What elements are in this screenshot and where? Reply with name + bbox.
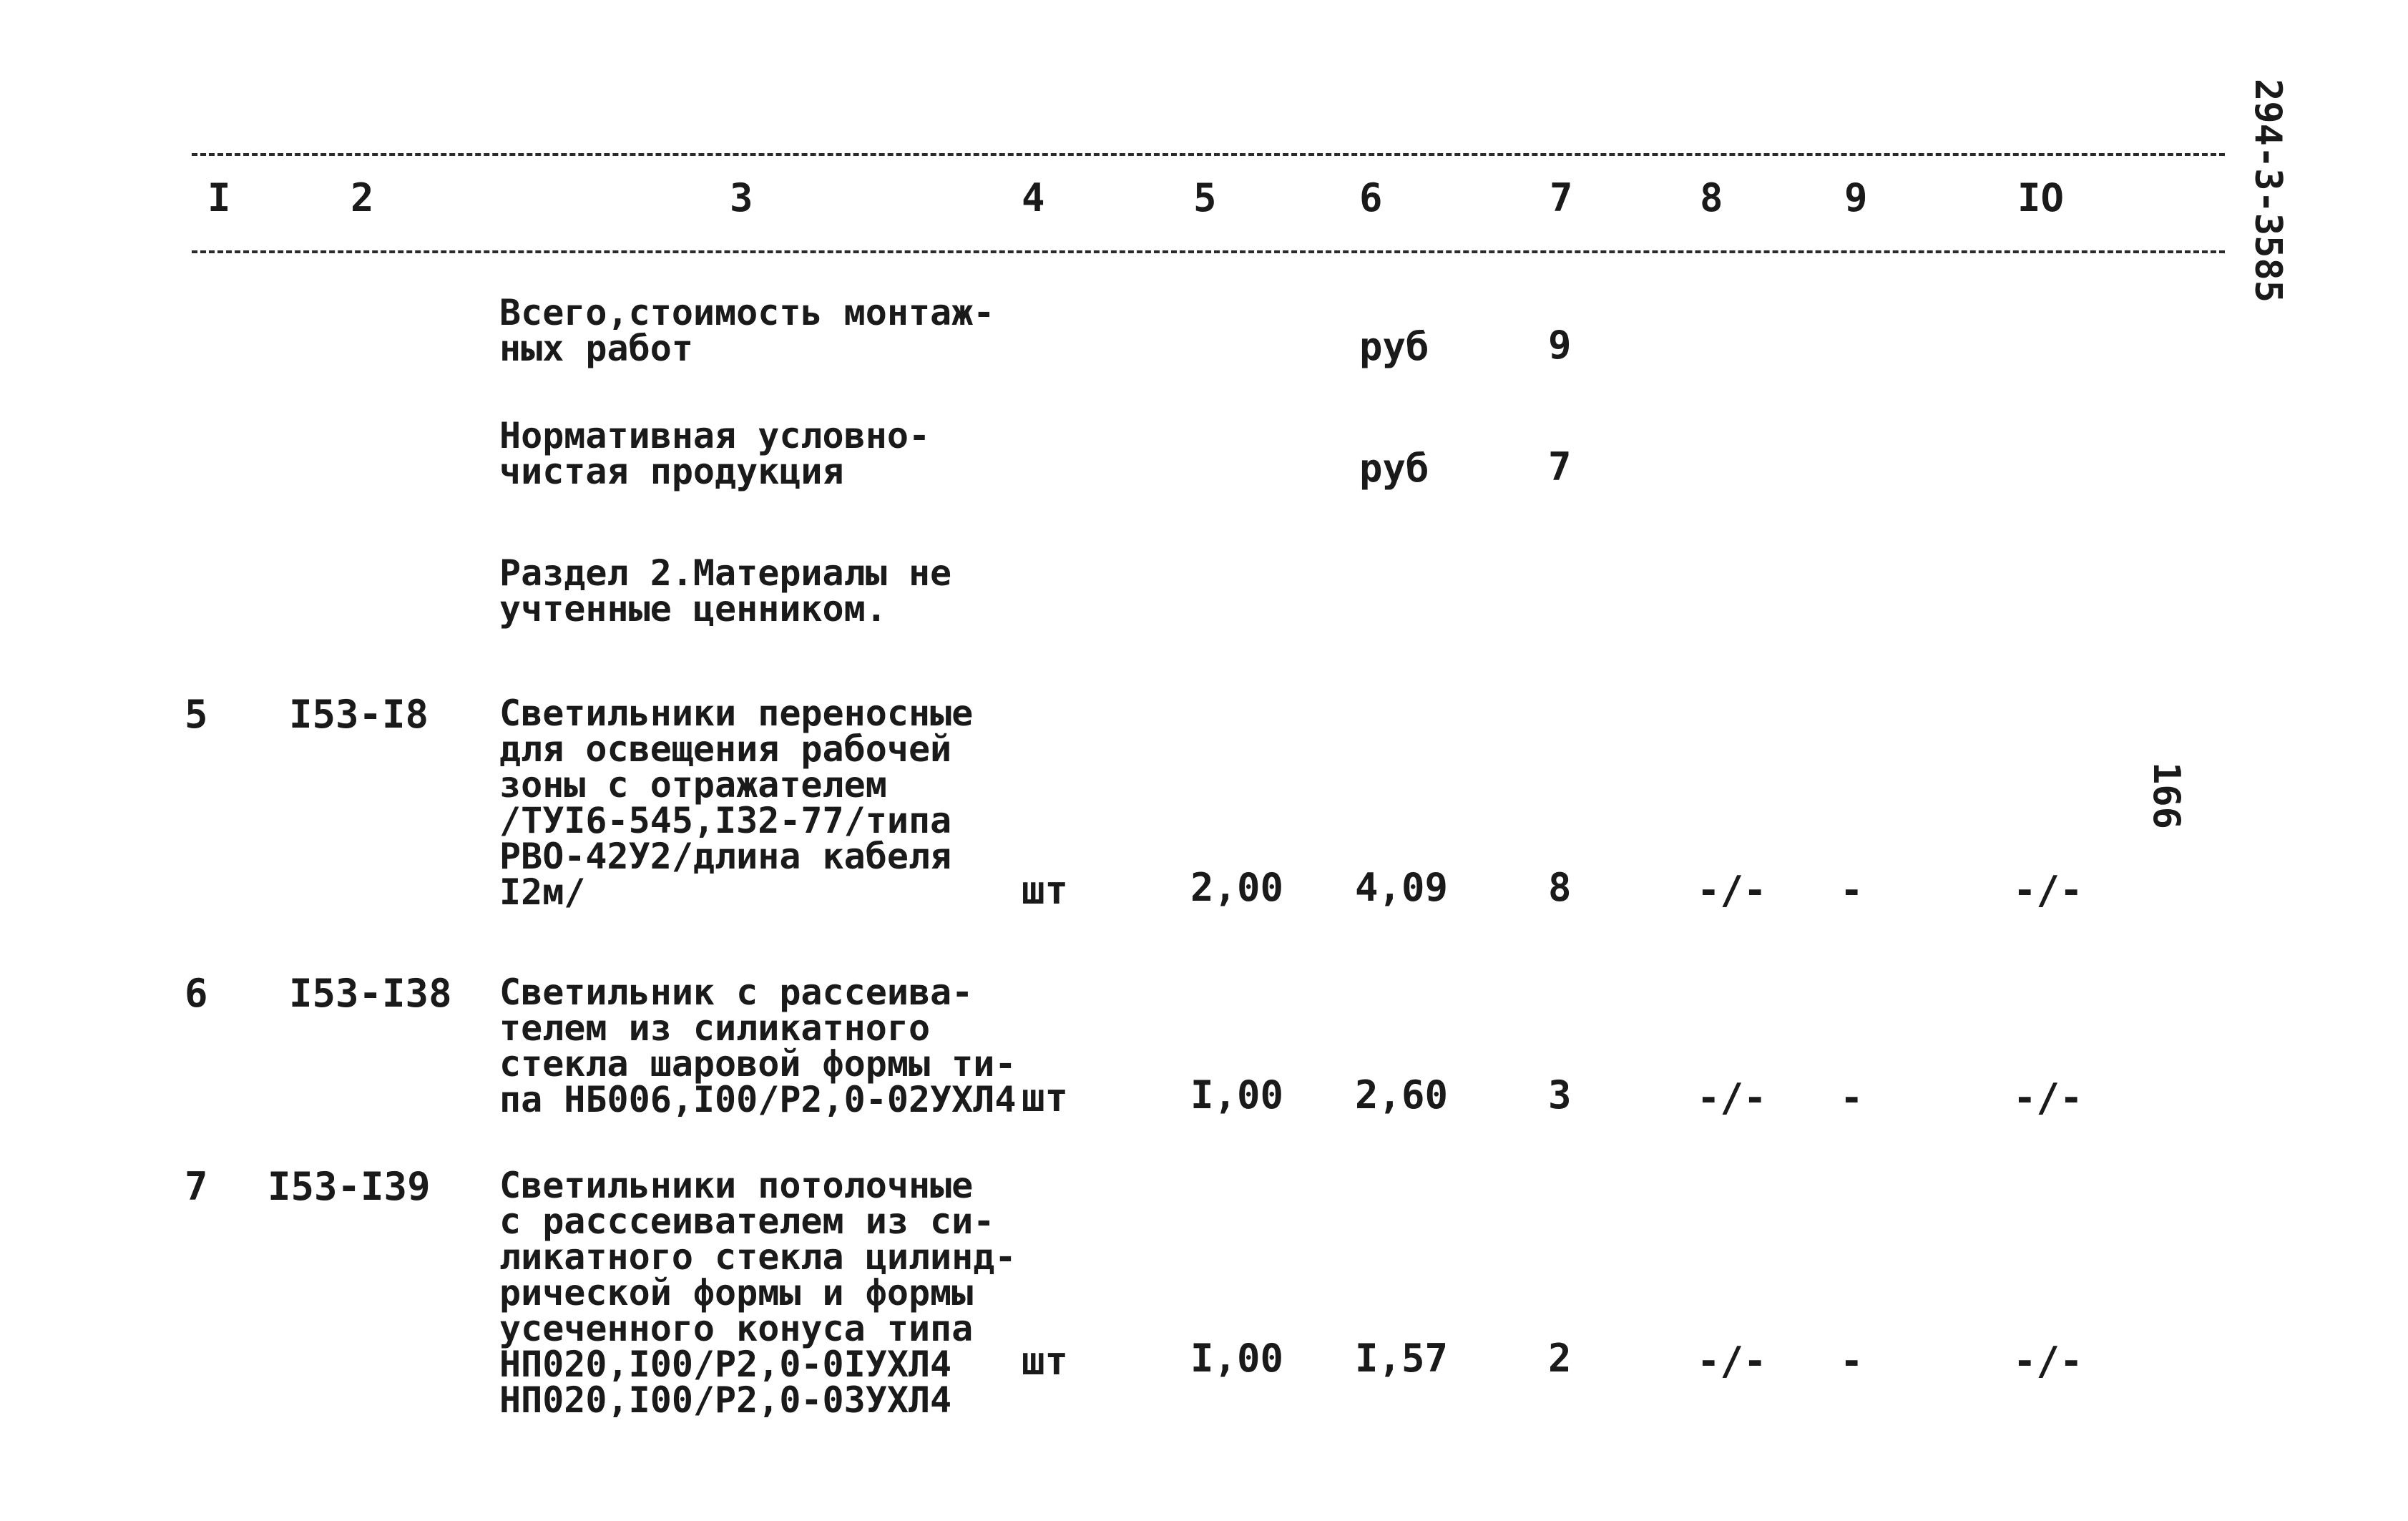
row-col9: -: [1840, 1075, 1864, 1120]
column-header-3: 3: [730, 175, 753, 220]
section-heading: [499, 552, 952, 630]
document-code: 294-3-3585: [2246, 79, 2289, 303]
description-line: Нормативная условно-: [499, 415, 931, 456]
row-total: 8: [1548, 865, 1572, 910]
row-quantity: I,00: [1190, 1072, 1284, 1117]
description-line: Светильники переносные: [499, 693, 974, 734]
summary-unit: руб: [1359, 324, 1429, 369]
column-header-5: 5: [1193, 175, 1217, 220]
description-line: зоны с отражателем: [499, 764, 887, 806]
row-total: 3: [1548, 1072, 1572, 1117]
description-line: РВО-42У2/длина кабеля: [499, 836, 952, 877]
row-number: 5: [185, 692, 208, 737]
description-line: рической формы и формы: [499, 1272, 974, 1314]
row-unit: шт: [1022, 868, 1069, 913]
row-col9: -: [1840, 868, 1864, 913]
table-header-top-rule: [192, 153, 2225, 156]
description-line: I2м/: [499, 871, 586, 913]
row-unit: шт: [1022, 1339, 1069, 1384]
description-line: НП020,I00/Р2,0-0IУХЛ4: [499, 1344, 952, 1385]
description-line: ликатного стекла цилинд-: [499, 1236, 1017, 1278]
row-price: I,57: [1355, 1336, 1449, 1381]
row-price: 2,60: [1355, 1072, 1449, 1117]
row-number: 6: [185, 971, 208, 1016]
description-line: с расссеивателем из си-: [499, 1200, 995, 1242]
row-col9: -: [1840, 1339, 1864, 1384]
row-unit: шт: [1022, 1075, 1069, 1120]
section-heading-line: учтенные ценником.: [499, 588, 887, 630]
column-header-4: 4: [1022, 175, 1045, 220]
row-col10: -/-: [2013, 1075, 2083, 1120]
column-header-6: 6: [1359, 175, 1383, 220]
summary-description: [499, 415, 931, 492]
row-col8: -/-: [1697, 868, 1767, 913]
summary-value: 9: [1548, 323, 1572, 368]
description-line: Светильник с рассеива-: [499, 972, 974, 1013]
row-code: I53-I39: [268, 1164, 431, 1209]
description-line: НП020,I00/Р2,0-03УХЛ4: [499, 1379, 952, 1421]
column-header-2: 2: [351, 175, 374, 220]
row-price: 4,09: [1355, 865, 1449, 910]
description-line: ных работ: [499, 328, 693, 369]
row-col8: -/-: [1697, 1339, 1767, 1384]
row-col8: -/-: [1697, 1075, 1767, 1120]
description-line: телем из силикатного: [499, 1007, 931, 1049]
description-line: Светильники потолочные: [499, 1165, 974, 1206]
summary-value: 7: [1548, 444, 1572, 489]
column-header-7: 7: [1550, 175, 1573, 220]
description-line: /ТУI6-545,I32-77/типа: [499, 800, 952, 841]
row-quantity: 2,00: [1190, 865, 1284, 910]
description-line: усеченного конуса типа: [499, 1308, 974, 1349]
description-line: Всего,стоимость монтаж-: [499, 292, 995, 333]
row-code: I53-I38: [289, 971, 452, 1016]
row-col10: -/-: [2013, 1339, 2083, 1384]
section-heading-line: Раздел 2.Материалы не: [499, 552, 952, 594]
row-quantity: I,00: [1190, 1336, 1284, 1381]
summary-unit: руб: [1359, 446, 1429, 491]
description-line: па НБ006,I00/Р2,0-02УХЛ4: [499, 1079, 1017, 1120]
row-code: I53-I8: [289, 692, 429, 737]
description-line: для освещения рабочей: [499, 728, 952, 770]
page-number: 166: [2145, 762, 2188, 829]
column-header-10: IO: [2017, 175, 2065, 220]
column-header-8: 8: [1700, 175, 1723, 220]
column-header-1: I: [207, 175, 231, 220]
row-description: [499, 1165, 1017, 1421]
row-description: [499, 972, 1017, 1120]
description-line: чистая продукция: [499, 451, 844, 492]
row-description: [499, 693, 974, 913]
summary-description: [499, 292, 995, 369]
description-line: стекла шаровой формы ти-: [499, 1043, 1017, 1085]
column-header-9: 9: [1844, 175, 1868, 220]
row-total: 2: [1548, 1336, 1572, 1381]
row-number: 7: [185, 1164, 208, 1209]
table-header-bottom-rule: [192, 250, 2225, 253]
row-col10: -/-: [2013, 868, 2083, 913]
